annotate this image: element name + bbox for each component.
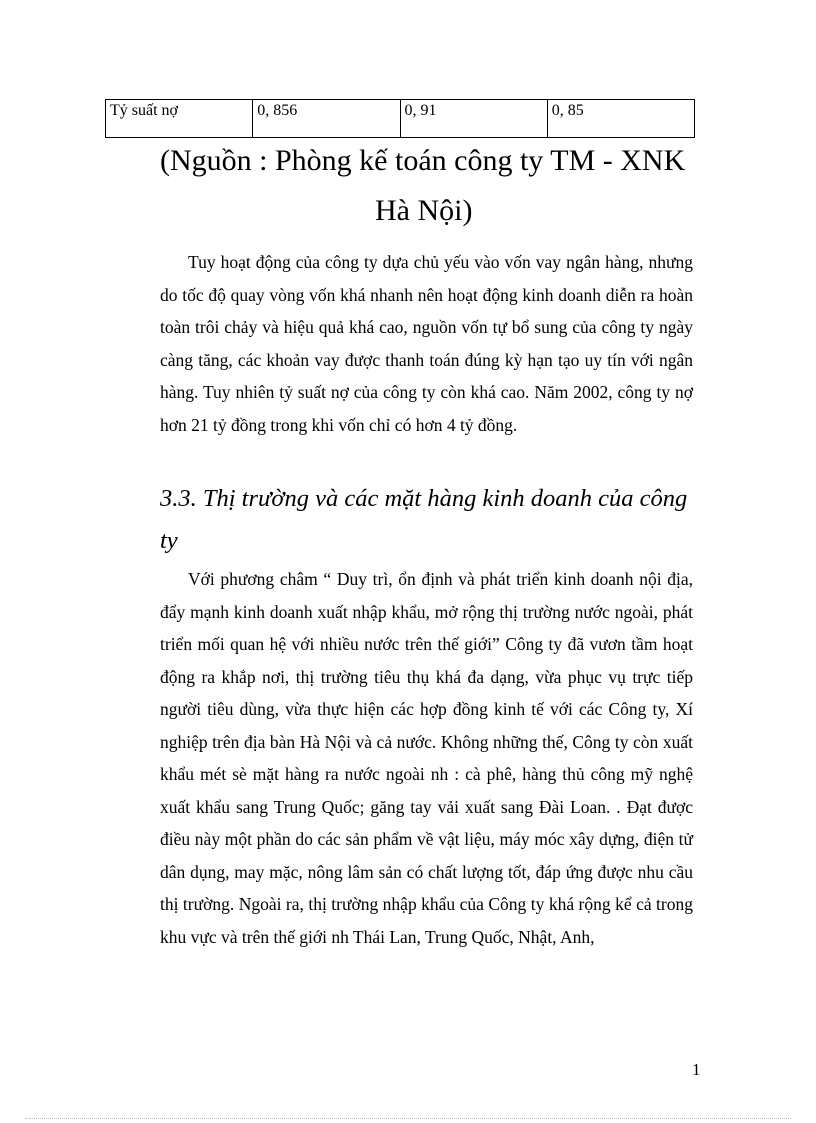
debt-ratio-table [105, 99, 695, 138]
page-number: 1 [692, 1060, 701, 1079]
table-cell-value: 0, 856 [253, 100, 400, 138]
body-paragraph-1: Tuy hoạt động của công ty dựa chủ yếu vào vốn vay ngân hàng, nhưng do tốc độ quay vòng vốn khá nhanh nên hoạt động kinh doanh diễn ra hoàn toàn trôi chảy và hiệu quả khá cao, nguồn vốn tự bổ sung của công ty ngày càng tăng, các khoản vay được thanh toán đúng kỳ hạn tạo uy tín với ngân hàng. Tuy nhiên tỷ suất nợ của công ty còn khá cao. Năm 2002, công ty nợ hơn 21 tỷ đồng trong khi vốn chỉ có hơn 4 tỷ đồng. [160, 252, 693, 435]
body-paragraph-2: Với phương châm “ Duy trì, ổn định và phát triển kinh doanh nội địa, đẩy mạnh kinh doanh xuất nhập khẩu, mở rộng thị trường nước ngoài, phát triển mối quan hệ với nhiều nước trên thế giới” Công ty đã vươn tầm hoạt động ra khắp nơi, thị trường tiêu thụ khá đa dạng, vừa phục vụ trực tiếp người tiêu dùng, vừa thực hiện các hợp đồng kinh tế với các Công ty, Xí nghiệp trên địa bàn Hà Nội và cả nước. Không những thế, Công ty còn xuất khẩu mét sè mặt hàng ra nước ngoài nh : cà phê, hàng thủ công mỹ nghệ xuất khẩu sang Trung Quốc; găng tay vải xuất sang Đài Loan. . Đạt được điều này một phần do các sản phẩm về vật liệu, máy móc xây dựng, điện tử dân dụng, may mặc, nông lâm sản có chất lượng tốt, đáp ứng được nhu cầu thị trường. Ngoài ra, thị trường nhập khẩu của Công ty khá rộng kể cả trong khu vực và trên thế giới nh Thái Lan, Trung Quốc, Nhật, Anh, [160, 569, 693, 947]
table-cell-label: Tỷ suất nợ [106, 100, 253, 138]
source-caption-line-2: Hà Nội) [375, 194, 473, 227]
source-caption-line-1: (Nguồn : Phòng kế toán công ty TM - XNK [160, 144, 686, 177]
table-cell-value: 0, 85 [547, 100, 694, 138]
table-row [106, 100, 695, 138]
section-heading: 3.3. Thị trường và các mặt hàng kinh doanh của công ty [160, 485, 688, 554]
table-cell-value: 0, 91 [400, 100, 547, 138]
page-bottom-divider [25, 1118, 791, 1119]
